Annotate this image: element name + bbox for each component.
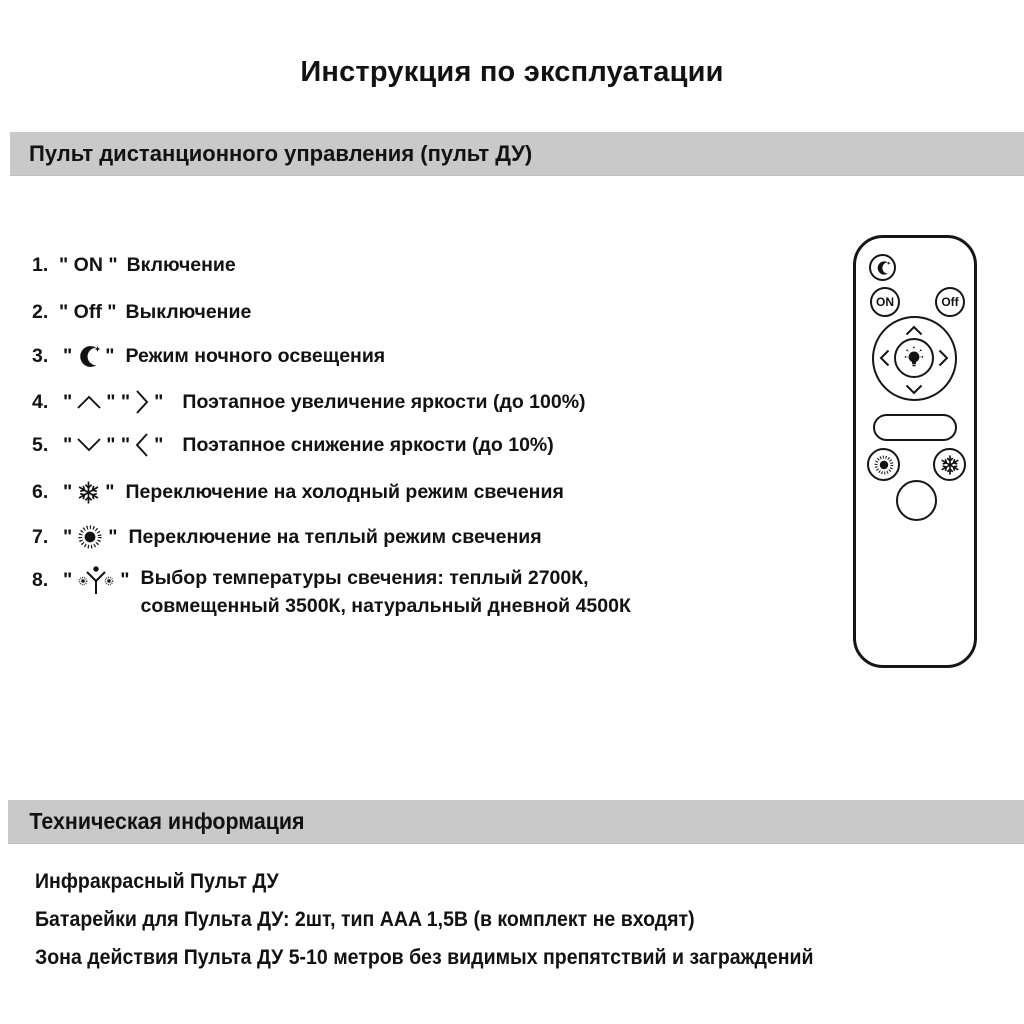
brightness-navpad: [872, 316, 957, 401]
item-number: 6.: [32, 480, 49, 503]
quote: ": [105, 344, 115, 367]
quote: ": [120, 568, 130, 591]
section-header-remote-label: Пульт дистанционного управления (пульт ДУ): [29, 140, 533, 166]
item-number: 3.: [32, 344, 49, 367]
item-number: 7.: [32, 525, 49, 548]
instruction-item-5: [32, 430, 554, 460]
item-text: Поэтапное увеличение яркости (до 100%): [182, 390, 586, 413]
off-button: [935, 287, 965, 317]
quote: ": [154, 433, 164, 456]
wide-pill-button: [873, 414, 957, 441]
chevron-down-icon: [76, 437, 102, 453]
remote-control-illustration: [853, 235, 977, 668]
item-number: 4.: [32, 390, 49, 413]
tech-info-line: Инфракрасный Пульт ДУ: [35, 870, 279, 893]
off-button-label: Off: [941, 295, 959, 309]
chevron-right-icon: [134, 389, 150, 415]
snowflake-icon: [76, 480, 101, 505]
on-keyword: " ON ": [59, 253, 118, 276]
instruction-item-4: [32, 387, 586, 417]
item-text: Выбор температуры свечения: теплый 2700К, совмещенный 3500К, натуральный дневной 4500К: [140, 567, 631, 617]
item-text: Поэтапное снижение яркости (до 10%): [182, 433, 554, 456]
item-text: Включение: [126, 253, 236, 276]
quote: ": [63, 480, 73, 503]
section-header-tech-label: Техническая информация: [29, 808, 305, 834]
section-header-remote: [10, 132, 1024, 176]
sun-icon: [76, 523, 104, 551]
off-keyword: " Off ": [59, 300, 117, 323]
warm-light-button: [867, 448, 900, 481]
night-mode-button: [869, 254, 896, 281]
item-number: 5.: [32, 433, 49, 456]
instruction-item-8: [32, 565, 631, 620]
on-button-label: ON: [876, 295, 894, 309]
on-button: [870, 287, 900, 317]
quote: ": [108, 525, 118, 548]
instruction-item-3: [32, 341, 385, 371]
instruction-item-7: [32, 522, 542, 552]
page-title: Инструкция по эксплуатации: [300, 56, 724, 88]
quote: ": [105, 480, 115, 503]
chevron-left-icon: [134, 432, 150, 458]
item-number: 2.: [32, 300, 49, 323]
quote: ": [63, 525, 73, 548]
item-text: Режим ночного освещения: [125, 344, 386, 367]
quote: ": [63, 433, 73, 456]
chevron-up-icon: [76, 394, 102, 410]
section-header-tech: [8, 800, 1024, 844]
chevron-right-icon: [938, 349, 949, 372]
instruction-item-6: [32, 477, 564, 507]
item-number: 8.: [32, 568, 49, 591]
quotes: " ": [106, 433, 131, 456]
tech-info-line: Зона действия Пульта ДУ 5-10 метров без видимых препятствий и заграждений: [35, 946, 814, 969]
item-text: Выключение: [125, 300, 252, 323]
quote: ": [63, 344, 73, 367]
temperature-select-icon: [76, 565, 116, 596]
tech-info-line: Батарейки для Пульта ДУ: 2шт, тип AAA 1,5В (в комплект не входят): [35, 908, 695, 931]
item-text: Переключение на теплый режим свечения: [128, 525, 542, 548]
quote: ": [154, 390, 164, 413]
moon-icon: [76, 344, 101, 369]
quote: ": [63, 390, 73, 413]
sun-icon: [872, 453, 896, 477]
instruction-item-1: [32, 250, 236, 280]
cold-light-button: [933, 448, 966, 481]
chevron-left-icon: [879, 349, 890, 372]
round-button: [896, 480, 937, 521]
snowflake-icon: [939, 454, 961, 476]
item-text: Переключение на холодный режим свечения: [125, 480, 564, 503]
item-number: 1.: [32, 253, 49, 276]
chevron-down-icon: [905, 382, 923, 400]
moon-icon: [875, 260, 891, 276]
navpad-center-button: [894, 338, 934, 378]
bulb-icon: [902, 345, 926, 371]
quotes: " ": [106, 390, 131, 413]
quote: ": [63, 568, 73, 591]
instruction-item-2: [32, 297, 251, 327]
